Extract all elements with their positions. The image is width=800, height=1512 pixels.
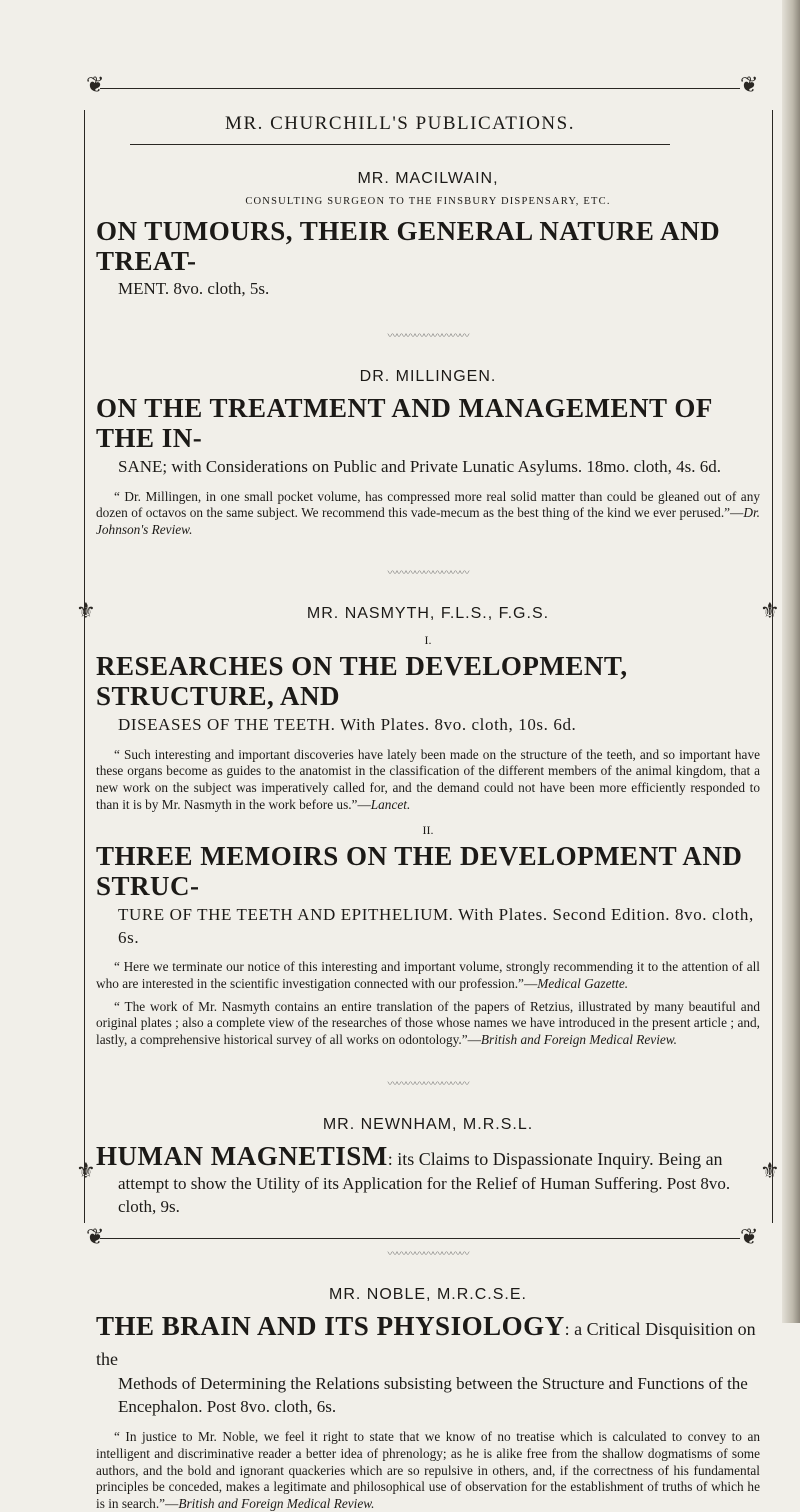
- running-head: MR. CHURCHILL'S PUBLICATIONS.: [225, 113, 575, 134]
- border-top-rule: [100, 88, 740, 89]
- publication-entry: [96, 1286, 760, 1512]
- volume-number: I.: [424, 633, 432, 648]
- author-name: MR. MACILWAIN,: [357, 170, 499, 187]
- corner-ornament-icon: ❦: [86, 72, 105, 97]
- review-quote: [96, 1429, 760, 1512]
- book-title: HUMAN MAGNETISM: [96, 1140, 388, 1171]
- quote-text: “ Such interesting and important discoveries have lately been made on the structure of the teeth, and so important have these organs become as guides to the anatomist in the classification of the different members of the animal kingdom, that a new work on the subject was imperatively called for, and the demand could not have been more efficiently responded to than it is by Mr. Nasmyth in the work before us.”—: [96, 746, 760, 812]
- book-title-rest: : a Critical Disquisition on the: [96, 1319, 756, 1369]
- author-name: MR. NOBLE, M.R.C.S.E.: [329, 1286, 527, 1304]
- book-title: THE BRAIN AND ITS PHYSIOLOGY: [96, 1311, 565, 1342]
- review-quote: [96, 999, 760, 1049]
- page-edge: [782, 0, 800, 1323]
- section-divider: 〰〰〰〰〰〰〰〰〰: [387, 331, 469, 343]
- section-divider: 〰〰〰〰〰〰〰〰〰: [387, 1249, 469, 1261]
- side-ornament-icon: ⚜: [76, 1158, 96, 1183]
- book-title: RESEARCHES ON THE DEVELOPMENT, STRUCTURE, AND: [96, 651, 628, 712]
- corner-ornament-icon: ❦: [740, 72, 759, 97]
- header-underline-rule: [130, 144, 670, 145]
- book-title-rest: : its Claims to Dispassionate Inquiry. Being an: [387, 1148, 723, 1169]
- author-name: MR. NASMYTH, F.L.S., F.G.S.: [306, 605, 550, 623]
- author-name: DR. MILLINGEN.: [359, 368, 497, 386]
- book-details: TURE OF THE TEETH AND EPITHELIUM. With Plates. Second Edition. 8vo. cloth, 6s.: [118, 904, 754, 947]
- book-title-line: [96, 1142, 760, 1172]
- book-details: DISEASES OF THE TEETH. With Plates. 8vo. cloth, 10s. 6d.: [118, 714, 577, 734]
- section-divider: 〰〰〰〰〰〰〰〰〰: [387, 568, 469, 580]
- review-quote: [96, 747, 760, 813]
- quote-text: “ In justice to Mr. Noble, we feel it right to state that we know of no treatise which is calculated to convey to an intelligent and discriminative reader a better idea of phrenology; as he is alike free from the shallow dogmatisms of some authors, and the bold and ignorant quackeries which are so repulsive in others, and, if the correctness of his fundamental principles be conceded, makes a legitimate and philosophical use of observation for the establishment of truths of which he is in search.”—: [96, 1429, 760, 1511]
- review-quote: [96, 959, 760, 992]
- side-ornament-icon: ⚜: [76, 598, 96, 623]
- publication-list: [96, 170, 760, 1512]
- corner-ornament-icon: ❦: [86, 1224, 105, 1249]
- publication-entry: [96, 368, 760, 538]
- quote-source: Lancet.: [370, 796, 411, 812]
- book-title-line: [96, 1312, 760, 1371]
- book-title: ON TUMOURS, THEIR GENERAL NATURE AND TREAT-: [96, 216, 721, 276]
- book-title: THREE MEMOIRS ON THE DEVELOPMENT AND STRUC-: [96, 841, 743, 901]
- volume-number: II.: [422, 823, 434, 838]
- corner-ornament-icon: ❦: [740, 1224, 759, 1249]
- border-right-rule: [772, 110, 773, 1223]
- author-name: MR. NEWNHAM, M.R.S.L.: [322, 1115, 534, 1133]
- side-ornament-icon: ⚜: [760, 1158, 780, 1183]
- publication-entry: [96, 170, 760, 301]
- quote-source: Dr. Johnson's Review.: [96, 505, 760, 537]
- book-title: ON THE TREATMENT AND MANAGEMENT OF THE IN-: [96, 393, 712, 453]
- quote-source: British and Foreign Medical Review.: [480, 1031, 678, 1047]
- section-divider: 〰〰〰〰〰〰〰〰〰: [387, 1078, 469, 1090]
- quote-text: “ Dr. Millingen, in one small pocket volume, has compressed more real solid matter than could be gleaned out of any dozen of octavos on the same subject. We recommend this vade-mecum as the best thing of the kind we ever perused.”—: [96, 488, 760, 521]
- book-details: MENT. 8vo. cloth, 5s.: [118, 279, 270, 299]
- quote-source: Medical Gazette.: [537, 976, 629, 992]
- book-details: attempt to show the Utility of its Application for the Relief of Human Suffering. Post 8vo. cloth, 9s.: [118, 1174, 731, 1217]
- publication-entry: [96, 1116, 760, 1220]
- review-quote: [96, 489, 760, 539]
- side-ornament-icon: ⚜: [760, 598, 780, 623]
- quote-text: “ The work of Mr. Nasmyth contains an entire translation of the papers of Retzius, illustrated by many beautiful and original plates ; also a complete view of the researches of those whose names we have introduced in the present article ; and, lastly, a comprehensive historical survey of all works on odontology.”—: [96, 998, 760, 1047]
- publication-entry: [96, 605, 760, 1048]
- quote-source: British and Foreign Medical Review.: [178, 1495, 375, 1511]
- book-details: SANE; with Considerations on Public and Private Lunatic Asylums. 18mo. cloth, 4s. 6d.: [118, 456, 721, 476]
- border-left-rule: [84, 110, 85, 1223]
- author-subtitle: CONSULTING SURGEON TO THE FINSBURY DISPENSARY, ETC.: [245, 196, 611, 207]
- quote-text: “ Here we terminate our notice of this interesting and important volume, strongly recommending it to the attention of all who are interested in the scientific investigation connected with our profession.”—: [96, 959, 760, 992]
- book-details: Methods of Determining the Relations subsisting between the Structure and Functions of the Encephalon. Post 8vo. cloth, 6s.: [118, 1374, 748, 1417]
